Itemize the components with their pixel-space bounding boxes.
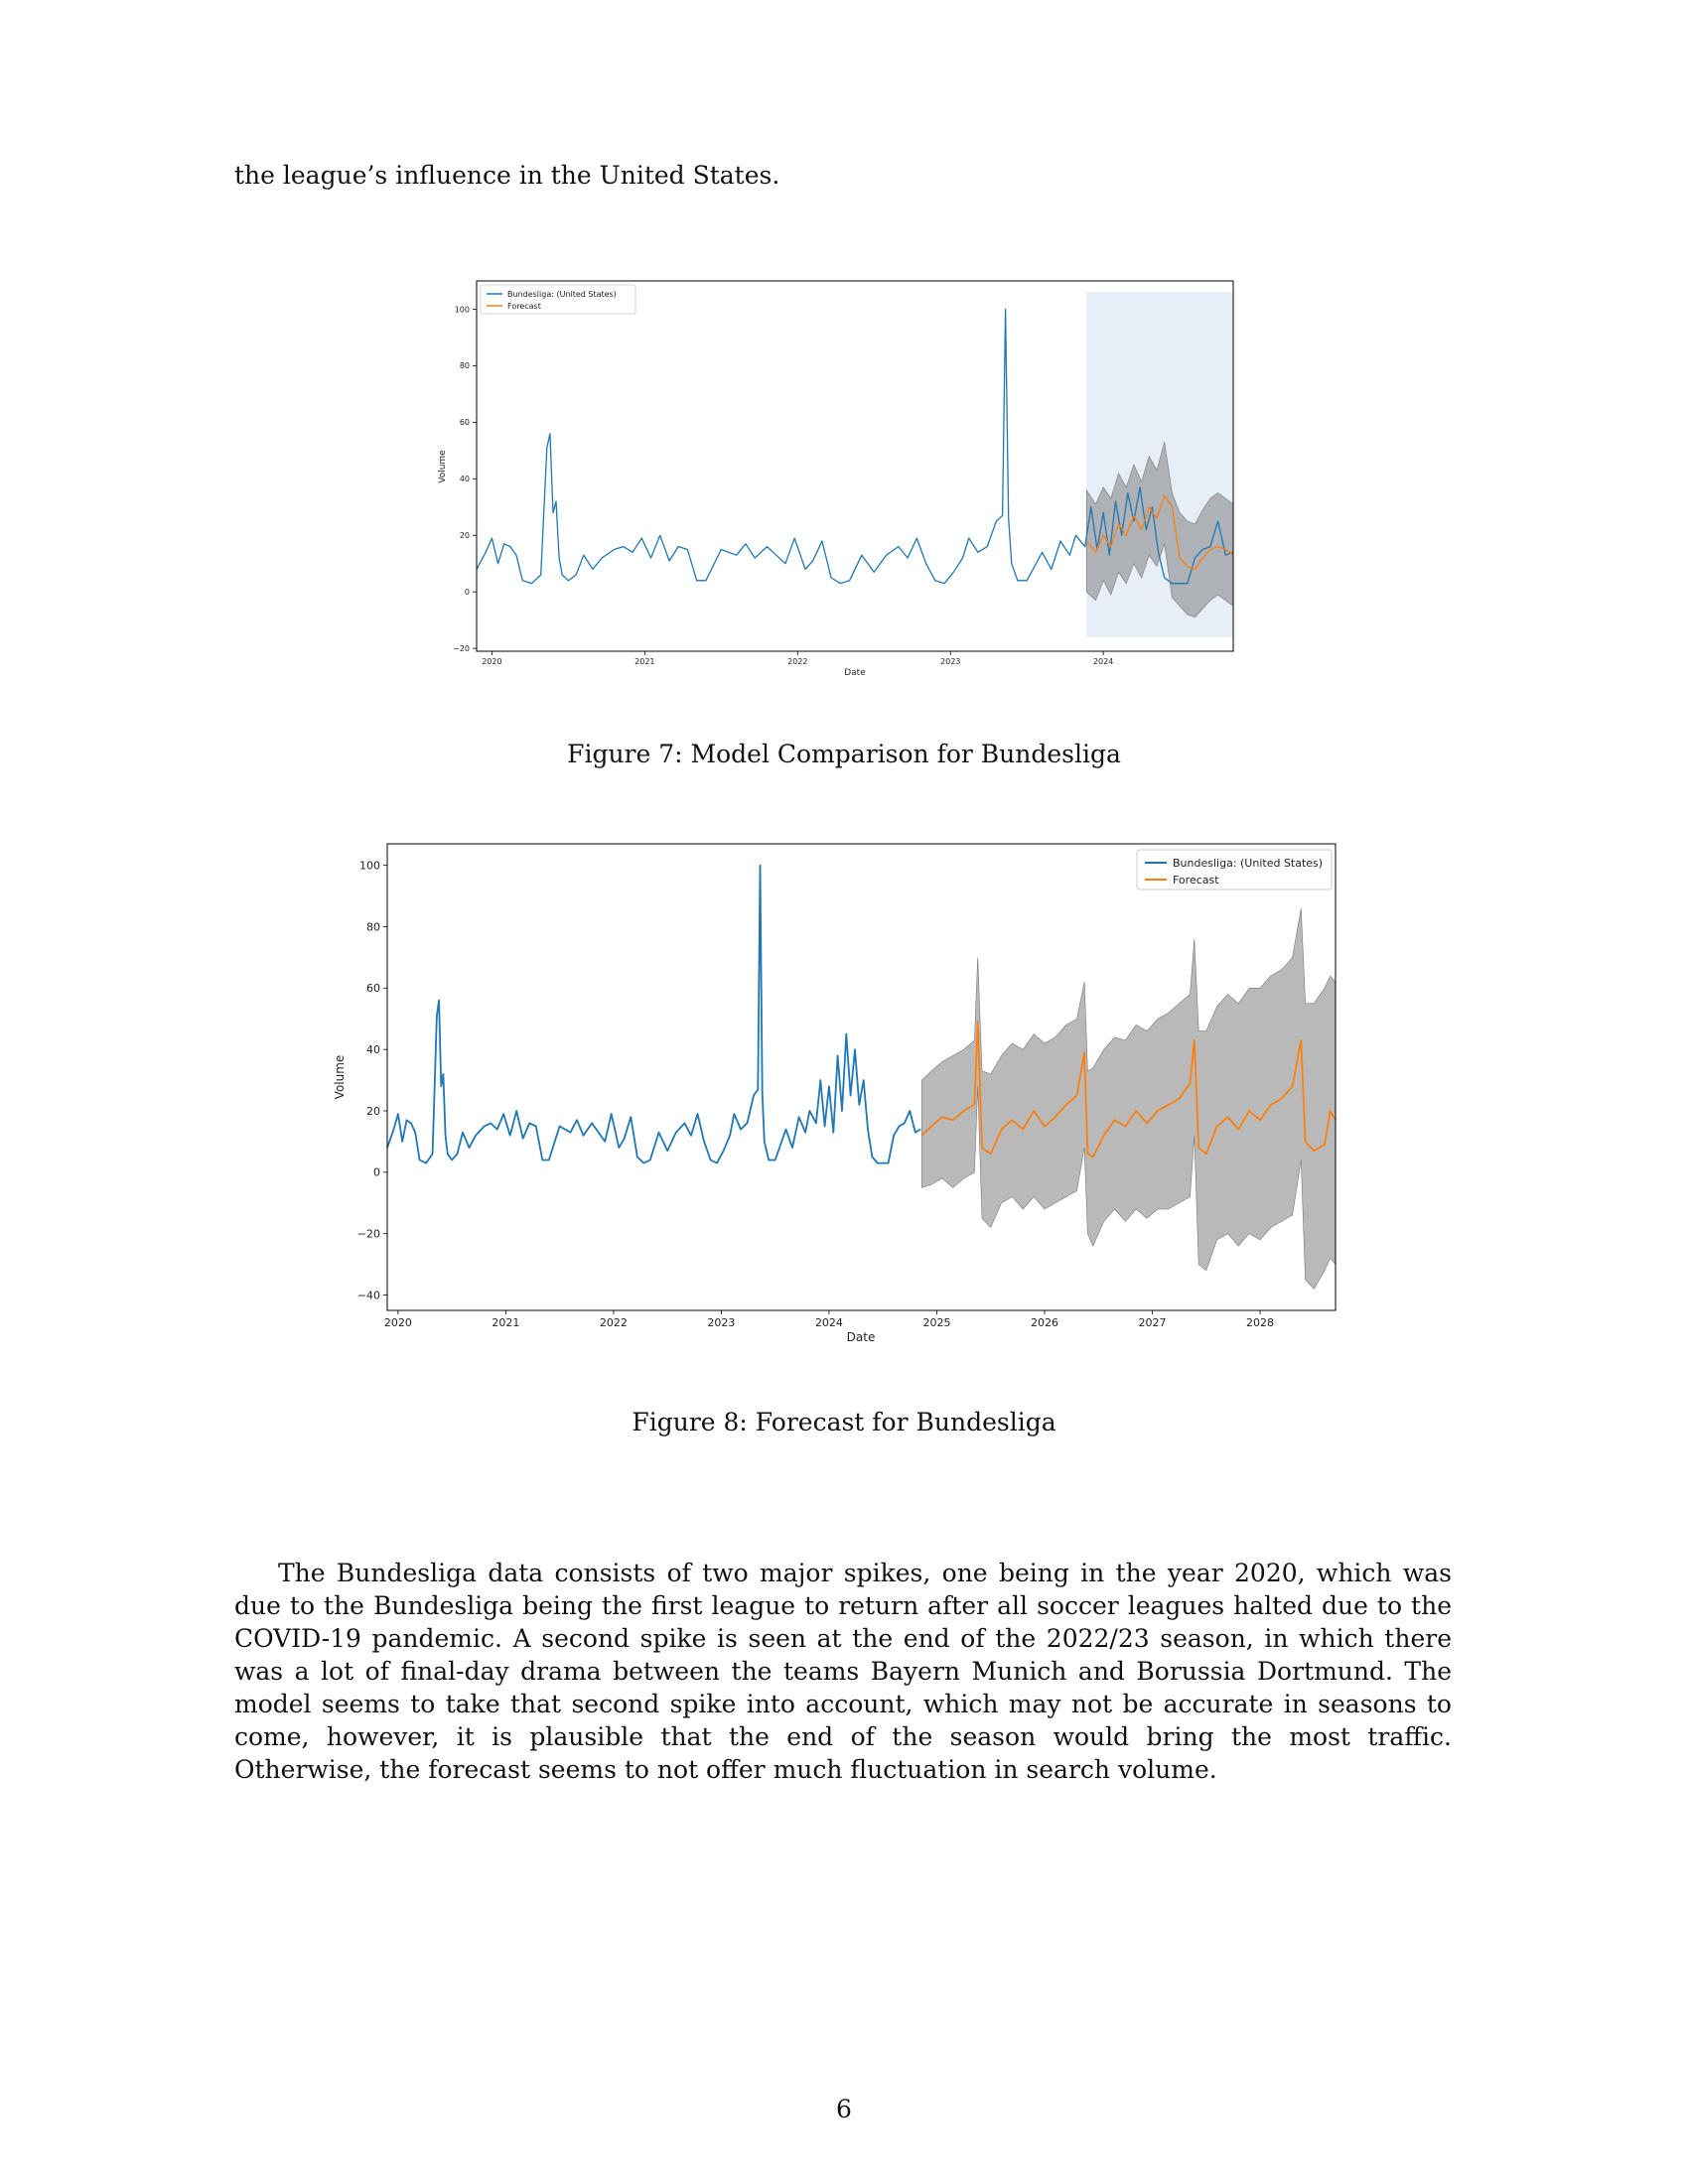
- figure-8-caption: Figure 8: Forecast for Bundesliga: [632, 1408, 1056, 1436]
- fig8-xtick-label: 2025: [922, 1316, 951, 1330]
- fig7-ytick-label: 100: [454, 305, 470, 315]
- fig8-legend-forecast: Forecast: [1173, 874, 1219, 887]
- fig7-xtick-label: 2020: [482, 656, 502, 666]
- fig8-ylabel: Volume: [333, 1054, 347, 1100]
- fig7-ytick-label: −20: [453, 643, 470, 653]
- fig7-legend-forecast: Forecast: [507, 302, 541, 311]
- fig8-xlabel: Date: [846, 1330, 876, 1344]
- fig8-confidence-band: [921, 908, 1336, 1290]
- fig7-ytick-label: 40: [459, 475, 470, 484]
- figure-7-caption: Figure 7: Model Comparison for Bundesliga: [567, 740, 1121, 768]
- fig8-series-line-actual: [387, 866, 920, 1163]
- fig8-xtick-label: 2028: [1246, 1316, 1275, 1330]
- body-paragraph: The Bundesliga data consists of two major spikes, one being in the year 2020, which was due to the Bundesliga being the first league to return after all soccer leagues halted due to the COVID-19 pandemic. A second spike is seen at the end of the 2022/23 season, in which there was a lot of final-day drama between the teams Bayern Munich and Borussia Dortmund. The model seems to take that second spike into account, which may not be accurate in seasons to come, however, it is plausible that the end of the season would bring the most traffic. Otherwise, the forecast seems to not offer much fluctuation in search volume.: [234, 1559, 1452, 1784]
- fig8-ytick-label: −40: [356, 1289, 380, 1302]
- fig7-xtick-label: 2023: [940, 656, 961, 666]
- fig7-xtick-label: 2024: [1092, 656, 1114, 666]
- fig8-ytick-label: 60: [366, 982, 380, 996]
- fig8-ytick-label: 80: [366, 920, 380, 934]
- fig8-ytick-label: −20: [356, 1227, 380, 1241]
- fig7-xlabel: Date: [844, 668, 866, 678]
- fig8-ytick-label: 100: [359, 859, 380, 873]
- fig8-xtick-label: 2022: [599, 1316, 628, 1330]
- fig8-ytick-label: 20: [366, 1104, 380, 1118]
- fig7-legend: [481, 285, 635, 314]
- fig8-ytick-label: 0: [373, 1165, 380, 1179]
- figure-7-chart: [427, 273, 1241, 685]
- figure-8-chart: [328, 834, 1340, 1350]
- fig8-xtick-label: 2023: [707, 1316, 736, 1330]
- fig8-ytick-label: 40: [366, 1043, 380, 1057]
- fig7-xtick-label: 2022: [787, 656, 808, 666]
- fig7-ytick-label: 20: [459, 531, 470, 541]
- fig8-xtick-label: 2024: [814, 1316, 843, 1330]
- fig7-ylabel: Volume: [438, 450, 448, 483]
- fig8-xtick-label: 2020: [383, 1316, 412, 1330]
- fig7-legend-series: Bundesliga: (United States): [507, 290, 617, 299]
- fig7-ytick-label: 80: [459, 361, 470, 371]
- fig8-xtick-label: 2026: [1030, 1316, 1058, 1330]
- fig7-ytick-label: 60: [459, 418, 470, 428]
- fig8-xtick-label: 2021: [492, 1316, 520, 1330]
- intro-text: the league’s influence in the United States.: [234, 161, 780, 190]
- fig7-xtick-label: 2021: [634, 656, 655, 666]
- fig8-xtick-label: 2027: [1138, 1316, 1167, 1330]
- fig8-legend: [1137, 850, 1332, 889]
- fig7-ytick-label: 0: [464, 588, 470, 598]
- fig8-legend-series: Bundesliga: (United States): [1173, 857, 1324, 870]
- page-number: 6: [836, 2095, 852, 2123]
